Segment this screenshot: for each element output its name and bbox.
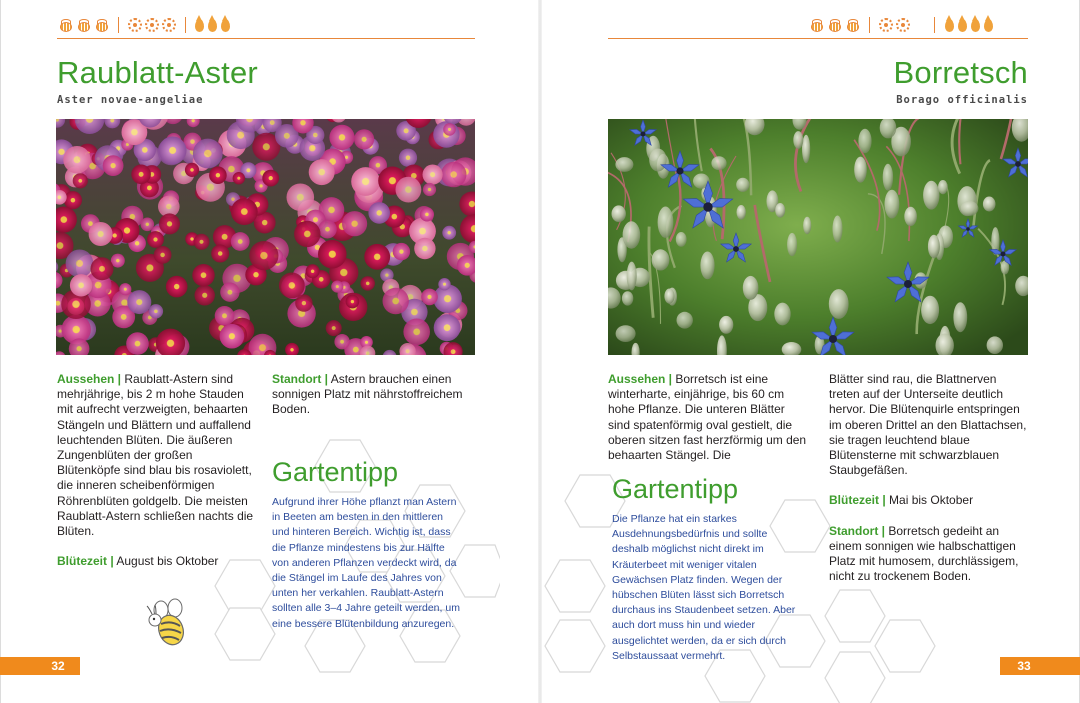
aster-blossom xyxy=(147,231,164,248)
borage-bud xyxy=(961,201,979,216)
garden-tip-text: Aufgrund ihrer Höhe pflanzt man Astern in Beeten am besten in den mittleren und hinteren Bereich. Wichtig ist, dass die Pflanze mindestens bis zur Hälfte von anderen Pflanzen verdeckt wird, da die Stängel im Laufe des Jahres von unten her verkahlen. Raublatt-Astern sollten alle 3–4 Jahre geteilt werden, um eine bessere Blütenbildung anzuregen. xyxy=(272,496,460,630)
aster-blossom xyxy=(294,221,320,247)
borage-bud xyxy=(711,156,726,170)
aster-blossom xyxy=(231,232,250,251)
aster-photo xyxy=(56,119,475,355)
bee-rating xyxy=(808,19,860,31)
water-drop-icon xyxy=(984,19,993,32)
aster-blossom xyxy=(399,149,417,167)
borage-bud xyxy=(904,207,917,226)
aster-blossom xyxy=(220,283,239,302)
aster-blossom xyxy=(438,278,450,290)
aster-blossom xyxy=(351,167,380,196)
garden-tip-text: Die Pflanze hat ein starkes Ausdehnungsbedürfnis und sollte deshalb möglichst nicht direkt im Kräuterbeet mit weniger vitalen Gewächsen Platz finden. Wegen der hübschen Blüten lässt sich Borretsch durchaus ins Staudenbeet setzen. Aber auch dort muss hin und wieder ausgelichtet werden, da er sich durch Selbstaussaat vermehrt. xyxy=(612,513,796,662)
bee-illustration xyxy=(143,598,199,654)
aster-blossom xyxy=(279,273,305,299)
aster-blossom xyxy=(131,165,151,185)
aster-blossom xyxy=(364,244,390,270)
aster-blossom xyxy=(420,207,434,221)
page-edge-left xyxy=(0,0,1,703)
borage-bud xyxy=(793,131,803,149)
aster-blossom xyxy=(91,257,114,280)
aster-blossom xyxy=(211,245,229,263)
aster-blossom xyxy=(423,183,436,196)
aster-blossom xyxy=(126,332,149,355)
aster-blossom xyxy=(309,159,335,185)
rating-separator xyxy=(118,17,119,33)
water-drop-icon xyxy=(971,19,980,32)
aster-blossom xyxy=(195,285,215,305)
borage-bud xyxy=(774,303,790,326)
flower-rating xyxy=(128,18,176,32)
aster-blossom xyxy=(441,162,467,188)
borage-bud xyxy=(627,262,637,291)
garden-tip-title: Gartentipp xyxy=(272,457,399,487)
bee-icon xyxy=(808,19,824,31)
aster-blossom xyxy=(443,123,456,136)
location-text: Astern brauchen einen sonnigen Platz mit nährstoffreichem Boden. xyxy=(272,372,463,417)
borage-bud xyxy=(623,221,641,248)
aster-blossom xyxy=(403,319,430,346)
aster-blossom xyxy=(231,198,258,225)
garden-tip-title: Gartentipp xyxy=(612,474,739,504)
borage-bud xyxy=(652,249,670,270)
flower-rating xyxy=(879,18,910,32)
label-standort: Standort | xyxy=(829,523,886,538)
description-right-col1 xyxy=(608,372,808,478)
rating-separator xyxy=(869,17,870,33)
aster-blossom xyxy=(194,234,210,250)
aster-blossom xyxy=(434,314,461,341)
flower-icon xyxy=(128,18,142,32)
bloom-text: Mai bis Oktober xyxy=(885,493,974,508)
aster-blossom xyxy=(414,238,435,259)
aster-blossom xyxy=(346,295,360,309)
aster-blossom xyxy=(166,276,188,298)
bee-rating xyxy=(57,19,109,31)
borage-bud xyxy=(736,178,749,192)
borage-bud xyxy=(677,312,693,329)
borage-bud xyxy=(928,235,940,258)
latin-name-right: Borago officinalis xyxy=(896,94,1028,106)
flower-icon xyxy=(896,18,910,32)
label-standort: Standort | xyxy=(272,372,329,386)
aster-blossom xyxy=(334,334,349,349)
aster-blossom xyxy=(331,281,343,293)
aster-blossom xyxy=(396,177,422,203)
borage-bud xyxy=(833,216,843,243)
aster-blossom xyxy=(295,294,312,311)
bloom-text: August bis Oktober xyxy=(113,554,219,569)
garden-tip-right xyxy=(612,473,802,664)
borage-bud xyxy=(622,291,633,305)
description-text: Raublatt-Astern sind mehrjährige, bis 2 m hohe Stauden mit aufrecht verzweigten, behaarten Stängeln und Blättern und auffallend leuchtenden Blüten. Die äußeren Zungenblüten der großen Blütenköpfe sind blau bis rosaviolett, die inneren scheibenförmigen Röhrenblüten goldgelb. Die meisten Raublatt-Astern schließen nachts die Blüten. xyxy=(57,372,254,539)
aster-blossom xyxy=(318,220,337,239)
borage-bud xyxy=(649,149,667,172)
aster-blossom xyxy=(393,243,410,260)
bee-icon xyxy=(75,19,91,31)
plant-title-left: Raublatt-Aster xyxy=(57,55,258,90)
aster-blossom xyxy=(442,226,456,240)
rating-icons-right xyxy=(808,14,993,36)
label-aussehen: Aussehen | xyxy=(57,372,122,386)
aster-blossom xyxy=(361,276,375,290)
borage-bud xyxy=(658,207,674,238)
aster-blossom xyxy=(192,264,214,286)
aster-blossom xyxy=(249,241,278,270)
aster-blossom xyxy=(159,213,180,234)
borage-bud xyxy=(743,276,759,300)
borage-bud xyxy=(737,205,746,220)
latin-name-left: Aster novae-angeliae xyxy=(57,94,204,106)
aster-blossom xyxy=(383,288,409,314)
borage-bud xyxy=(803,217,811,234)
aster-blossom xyxy=(70,274,92,296)
bee-icon xyxy=(93,19,109,31)
borage-bud xyxy=(676,232,687,247)
borage-bud xyxy=(775,203,785,218)
rating-separator xyxy=(185,17,186,33)
borage-bud xyxy=(700,252,714,280)
aster-blossom xyxy=(368,202,390,224)
label-aussehen: Aussehen | xyxy=(608,372,673,386)
aster-blossom xyxy=(89,222,113,246)
aster-blossom xyxy=(159,137,187,165)
aster-blossom xyxy=(326,320,342,336)
borage-bud xyxy=(612,205,626,222)
borage-photo-image xyxy=(608,119,1028,355)
water-drop-icon xyxy=(945,19,954,32)
borage-bud xyxy=(787,233,797,256)
aster-blossom xyxy=(127,290,151,314)
water-drop-icon xyxy=(208,19,217,32)
water-drop-icon xyxy=(221,19,230,32)
borage-bud xyxy=(719,316,733,334)
aster-blossom xyxy=(154,246,172,264)
aster-blossom xyxy=(329,125,354,150)
aster-blossom xyxy=(185,163,199,177)
plant-title-right: Borretsch xyxy=(893,55,1028,90)
page-number-left: 32 xyxy=(36,657,80,675)
aster-blossom xyxy=(423,165,443,185)
flower-icon xyxy=(879,18,893,32)
rating-icons-left xyxy=(57,14,230,36)
borage-bud xyxy=(854,157,867,183)
borage-bud xyxy=(883,164,893,191)
aster-blossom xyxy=(262,170,279,187)
aster-blossom xyxy=(306,264,320,278)
aster-blossom xyxy=(354,129,374,149)
aster-blossom xyxy=(66,250,94,278)
aster-blossom xyxy=(287,184,315,212)
bee-icon xyxy=(57,19,73,31)
description-text-part1: Borretsch ist eine winterharte, einjährige, bis 60 cm hohe Pflanze. Die unteren Blätter sind spatenförmig oval gestielt, die oberen sitzen fast herzförmig um den behaarten Stängel. Die xyxy=(608,372,807,463)
header-rule-left xyxy=(57,38,475,39)
page-number-right: 33 xyxy=(1002,657,1046,675)
aster-blossom xyxy=(342,211,367,236)
water-drop-icon xyxy=(958,19,967,32)
aster-photo-image xyxy=(56,119,475,355)
aster-blossom xyxy=(193,139,223,169)
borage-bud xyxy=(615,157,633,172)
flower-icon xyxy=(162,18,176,32)
drop-rating xyxy=(195,19,230,32)
borage-bud xyxy=(983,197,996,212)
borage-bud xyxy=(987,336,1003,354)
aster-blossom xyxy=(215,306,235,326)
aster-blossom xyxy=(63,146,90,173)
aster-blossom xyxy=(149,304,163,318)
label-bluetezeit: Blütezeit | xyxy=(57,554,114,569)
borage-bud xyxy=(858,129,871,153)
garden-tip-left xyxy=(272,456,462,632)
aster-blossom xyxy=(318,240,347,269)
borage-bud xyxy=(923,181,939,210)
aster-blossom xyxy=(220,324,245,349)
aster-blossom xyxy=(421,289,438,306)
rating-separator xyxy=(934,17,935,33)
borage-bud xyxy=(921,296,939,324)
bee-icon xyxy=(844,19,860,31)
borage-bud xyxy=(664,289,674,304)
aster-blossom xyxy=(103,155,124,176)
location-left xyxy=(272,372,477,433)
water-drop-icon xyxy=(195,19,204,32)
borage-photo xyxy=(608,119,1028,355)
description-text-part2: Blätter sind rau, die Blattnerven treten auf der Unterseite deutlich hervor. Die Blütenquirle entspringen im oberen Drittel an den Blattachsen, sie tragen leuchtend blaue Blütensterne mit schwarzblauen Staubgefäßen. xyxy=(829,372,1027,478)
aster-blossom xyxy=(209,166,227,184)
location-text: Borretsch gedeiht an einem sonnigen wie halbschattigen Platz mit humosem, durchlässigem, nicht zu trockenem Boden. xyxy=(829,523,1019,584)
flower-icon xyxy=(145,18,159,32)
aster-blossom xyxy=(233,172,245,184)
aster-blossom xyxy=(64,191,82,209)
borage-bud xyxy=(953,302,967,332)
drop-rating xyxy=(945,19,993,32)
aster-blossom xyxy=(73,173,88,188)
borage-bud xyxy=(885,190,900,219)
label-bluetezeit: Blütezeit | xyxy=(829,493,886,508)
borage-bud xyxy=(829,289,849,319)
borage-bud xyxy=(938,180,948,194)
bee-icon xyxy=(826,19,842,31)
borage-bud xyxy=(616,325,636,342)
aster-blossom xyxy=(119,283,131,295)
header-rule-right xyxy=(608,38,1028,39)
